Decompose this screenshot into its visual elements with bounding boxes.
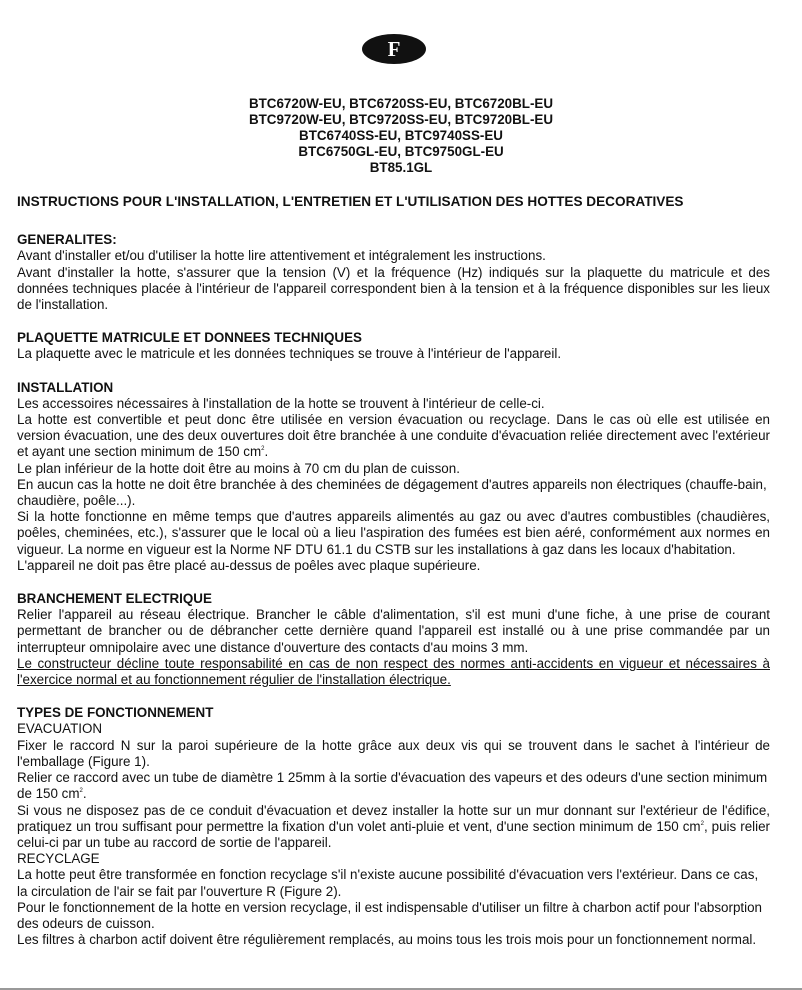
document-body xyxy=(17,194,770,965)
paragraph: Pour le fonctionnement de la hotte en version recyclage, il est indispensable d'utiliser un filtre à charbon actif pour l'absorption des odeurs de cuisson. xyxy=(17,899,763,931)
text-run: La hotte est convertible et peut donc être utilisée en version évacuation ou recyclage. Dans le cas où elle est utilisée en version évacuation, une des deux ouvertures doit être branchée à une conduite d'évacuation reliée directement avec l'extérieur et ayant une section minimum de 150 cm xyxy=(17,412,770,460)
section-heading: INSTALLATION xyxy=(17,379,114,395)
superscript: 2 xyxy=(79,788,83,795)
model-line: BTC6720W-EU, BTC6720SS-EU, BTC6720BL-EU xyxy=(248,96,554,111)
section-branchement xyxy=(17,591,770,688)
model-list xyxy=(0,96,802,176)
paragraph xyxy=(17,803,770,852)
text-run: Si vous ne disposez pas de ce conduit d'évacuation et devez installer la hotte sur un mur donnant sur l'extérieur de l'édifice, pratiquez un trou suffisant pour permettre la fixation d'un volet anti-pluie et vent, d'une section minimum de 150 cm xyxy=(17,802,770,834)
section-heading: TYPES DE FONCTIONNEMENT xyxy=(17,705,214,721)
subsection-label: EVACUATION xyxy=(17,721,103,737)
paragraph: En aucun cas la hotte ne doit être branchée à des cheminées de dégagement d'autres appareils non électriques (chauffe-bain, chaudière, poêle...). xyxy=(17,476,767,509)
language-badge: F xyxy=(362,34,426,64)
section-heading: BRANCHEMENT ELECTRIQUE xyxy=(17,591,212,607)
section-heading: PLAQUETTE MATRICULE ET DONNEES TECHNIQUES xyxy=(17,330,362,346)
disclaimer-paragraph: Le constructeur décline toute responsabilité en cas de non respect des normes anti-accidents en vigueur et nécessaires à l'exercice normal et au fonctionnement régulier de l'installation électrique. xyxy=(17,655,770,688)
paragraph xyxy=(17,770,770,802)
model-line: BTC6750GL-EU, BTC9750GL-EU xyxy=(298,144,504,159)
section-generalites xyxy=(17,232,770,313)
section-installation xyxy=(17,380,770,574)
subsection-label: RECYCLAGE xyxy=(17,851,100,867)
model-line: BT85.1GL xyxy=(369,160,433,175)
paragraph: Le plan inférieur de la hotte doit être au moins à 70 cm du plan de cuisson. xyxy=(17,460,460,476)
paragraph: Les accessoires nécessaires à l'installation de la hotte se trouvent à l'intérieur de celle-ci. xyxy=(17,395,545,411)
document-title: INSTRUCTIONS POUR L'INSTALLATION, L'ENTRETIEN ET L'UTILISATION DES HOTTES DECORATIVES xyxy=(17,194,684,209)
paragraph: L'appareil ne doit pas être placé au-dessus de poêles avec plaque supérieure. xyxy=(17,557,481,573)
model-line: BTC9720W-EU, BTC9720SS-EU, BTC9720BL-EU xyxy=(248,112,554,127)
text-run: . xyxy=(264,444,269,460)
paragraph: Fixer le raccord N sur la paroi supérieure de la hotte grâce aux deux vis qui se trouvent dans le sachet à l'intérieur de l'emballage (Figure 1). xyxy=(17,737,770,769)
paragraph: Relier l'appareil au réseau électrique. Brancher le câble d'alimentation, s'il est muni d'une fiche, à une prise de courant permettant de brancher ou de débrancher cette dernière quand l'appareil est installé ou à une prise commandée par un interrupteur omnipolaire avec une distance d'ouverture des contacts d'au moins 3 mm. xyxy=(17,607,770,655)
section-heading: GENERALITES: xyxy=(17,232,117,248)
paragraph: La plaquette avec le matricule et les données techniques se trouve à l'intérieur de l'appareil. xyxy=(17,346,562,362)
paragraph: La hotte peut être transformée en fonction recyclage s'il n'existe aucune possibilité d'évacuation vers l'extérieur. Dans ce cas, la circulation de l'air se fait par l'ouverture R (Figure 2). xyxy=(17,867,759,899)
superscript: 2 xyxy=(700,820,704,827)
paragraph: Avant d'installer et/ou d'utiliser la hotte lire attentivement et intégralement les instructions. xyxy=(17,248,546,264)
paragraph: Les filtres à charbon actif doivent être régulièrement remplacés, au moins tous les trois mois pour un fonctionnement normal. xyxy=(17,932,757,948)
paragraph: Si la hotte fonctionne en même temps que d'autres appareils alimentés au gaz ou avec d'autres combustibles (chaudières, poêles, cheminées, etc.), s'assurer que le local où a lieu l'aspiration des fumées est bien aéré, conformément aux normes en vigueur. La norme en vigueur est la Norme NF DTU 61.1 du CSTB sur les installations à gaz dans les locaux d'habitation. xyxy=(17,509,770,557)
section-plaquette xyxy=(17,330,770,362)
text-run: . xyxy=(82,786,87,802)
text-run: , puis relier celui-ci par un tube au raccord de sortie de l'appareil. xyxy=(17,818,770,850)
model-line: BTC6740SS-EU, BTC9740SS-EU xyxy=(299,128,503,143)
paragraph: Avant d'installer la hotte, s'assurer que la tension (V) et la fréquence (Hz) indiqués sur la plaquette du matricule et des données techniques placée à l'intérieur de l'appareil correspondent bien à la tension et à la fréquence disponibles sur les lieux de l'installation. xyxy=(17,264,770,313)
superscript: 2 xyxy=(261,446,265,453)
paragraph xyxy=(17,412,770,461)
text-run: Relier ce raccord avec un tube de diamètre 1 25mm à la sortie d'évacuation des vapeurs et des odeurs d'une section minimum de 150 cm xyxy=(17,770,768,802)
section-types xyxy=(17,705,770,948)
